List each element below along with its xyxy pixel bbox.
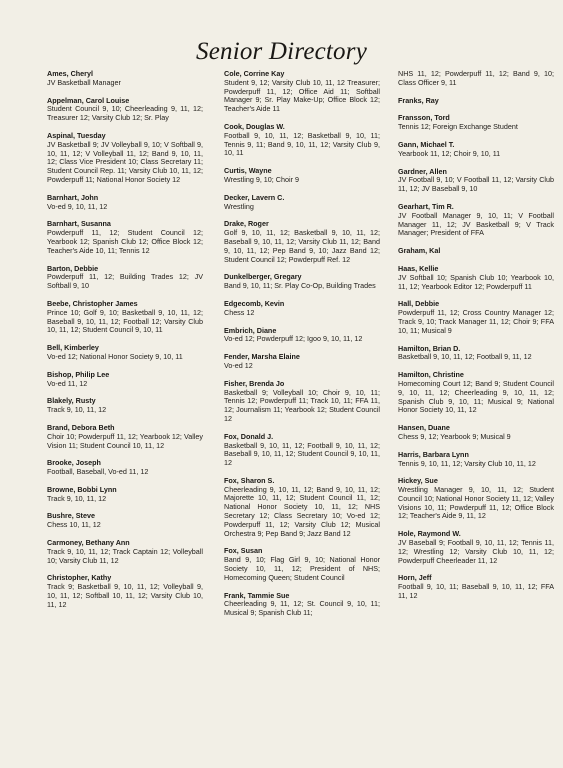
student-activities: Track 9; Basketball 9, 10, 11, 12; Volleyball 9, 10, 11, 12; Softball 10, 11, 12; Varsity Club 10, 11, 12: [47, 582, 203, 609]
student-name: Frank, Tammie Sue: [224, 590, 290, 600]
student-activities: Cheerleading 9, 11, 12; St. Council 9, 10, 11; Musical 9; Spanish Club 11;: [224, 599, 380, 618]
student-activities: Chess 12: [224, 307, 255, 317]
student-name: Fisher, Brenda Jo: [224, 378, 285, 388]
student-activities: Student Council 9, 10; Cheerleading 9, 11, 12; Treasurer 12; Varsity Club 12; Sr. Play: [47, 104, 203, 123]
student-name: Beebe, Christopher James: [47, 298, 138, 308]
student-name: Cook, Douglas W.: [224, 121, 285, 131]
student-name: Hall, Debbie: [398, 299, 440, 309]
student-name: Haas, Kellie: [398, 263, 439, 273]
student-activities: Vo-ed 9, 10, 11, 12: [47, 201, 108, 211]
student-name: Cole, Corrine Kay: [224, 69, 285, 78]
student-activities: Track 9, 10, 11, 12; Track Captain 12; Volleyball 10; Varsity Club 11, 12: [47, 546, 203, 565]
student-name: Gearhart, Tim R.: [398, 201, 454, 211]
student-name: Aspinal, Tuesday: [47, 130, 106, 140]
directory-entry: [224, 327, 380, 345]
student-activities: Golf 9, 10, 11, 12; Basketball 9, 10, 11, 12; Baseball 9, 10, 11, 12; Varsity Club 11, 12; Band 9, 10, 11, 12; Pep Band 9, 10; Jazz Band 12; Student Council 12; Powderpuff Ref. 12: [224, 228, 380, 264]
student-name: Graham, Kal: [398, 246, 441, 256]
directory-entry: [224, 433, 380, 468]
directory-entry: [47, 70, 203, 88]
directory-entry: [47, 371, 203, 389]
student-name: Fender, Marsha Elaine: [224, 352, 300, 362]
student-activities: JV Football 9, 10; V Football 11, 12; Varsity Club 11, 12; JV Baseball 9, 10: [398, 175, 554, 194]
directory-entry: [47, 132, 203, 185]
student-activities: Tennis 12; Foreign Exchange Student: [398, 122, 518, 132]
student-activities: Basketball 9; Volleyball 10; Choir 9, 10, 11; Tennis 12; Powderpuff 11; Track 10, 11; FFA 11, 12; Journalism 11; Yearbook 12; Student Council 12: [224, 387, 380, 423]
directory-entry: [398, 424, 554, 442]
student-name: Decker, Lavern C.: [224, 192, 285, 202]
student-name: Brooke, Joseph: [47, 458, 101, 468]
student-activities: Track 9, 10, 11, 12: [47, 405, 107, 415]
directory-entry: [224, 70, 380, 114]
student-name: Ames, Cheryl: [47, 69, 93, 78]
student-activities: Tennis 9, 10, 11, 12; Varsity Club 10, 11, 12: [398, 458, 536, 468]
student-name: Christopher, Kathy: [47, 573, 112, 583]
directory-entry: [224, 273, 380, 291]
directory-entry: [47, 220, 203, 255]
directory-entry: [398, 477, 554, 521]
student-name: Franks, Ray: [398, 95, 439, 105]
directory-entry: [224, 300, 380, 318]
student-activities: Student 9, 12; Varsity Club 10, 11, 12 Treasurer; Powderpuff 11, 12; Office Aid 11; Softball Manager 9; Sr. Play Make-Up; Office Block 12; Teacher's Aide 11: [224, 77, 380, 114]
page-title: Senior Directory: [196, 38, 367, 65]
student-name: Fox, Susan: [224, 546, 263, 556]
student-name: Embrich, Diane: [224, 325, 277, 335]
directory-entry: [224, 477, 380, 539]
student-activities: Chess 9, 12; Yearbook 9; Musical 9: [398, 431, 511, 441]
directory-column-2: [224, 70, 380, 627]
directory-entry: [398, 371, 554, 415]
directory-entry: [398, 530, 554, 565]
directory-entry: [398, 114, 554, 132]
student-activities: JV Basketball Manager: [47, 77, 121, 87]
directory-entry: [398, 265, 554, 291]
student-name: Hamilton, Brian D.: [398, 343, 461, 353]
directory-entry: [224, 194, 380, 212]
student-name: Hamilton, Christine: [398, 370, 464, 380]
student-activities: Football 9, 10, 11; Baseball 9, 10, 11, 12; FFA 11, 12: [398, 582, 554, 601]
directory-entry: [47, 459, 203, 477]
directory-entry: [224, 592, 380, 618]
student-name: Carmoney, Bethany Ann: [47, 538, 130, 548]
student-activities: Football 9, 10, 11, 12; Basketball 9, 10, 11; Tennis 9, 11; Band 9, 10, 11, 12; Varsity Club 9, 10, 11: [224, 130, 380, 158]
student-name: Bushre, Steve: [47, 511, 95, 521]
student-activities: Powderpuff 11, 12; Building Trades 12; JV Softball 9, 10: [47, 272, 203, 291]
student-activities: Vo-ed 12; National Honor Society 9, 10, 11: [47, 351, 183, 361]
directory-entry: [398, 141, 554, 159]
student-name: Edgecomb, Kevin: [224, 298, 285, 308]
student-activities: Prince 10; Golf 9, 10; Basketball 9, 10, 11, 12; Baseball 9, 10, 11, 12; Football 12; Varsity Club 10, 11, 12; Student Council 9, 10, 11: [47, 307, 203, 335]
student-activities: Choir 10; Powderpuff 11, 12; Yearbook 12; Valley Vision 11; Student Council 10, 11, 12: [47, 431, 203, 450]
directory-entry: [398, 451, 554, 469]
student-activities: JV Baseball 9; Football 9, 10, 11, 12; Tennis 11, 12; Wrestling 12; Varsity Club 10, 11, 12; Powderpuff Cheerleader 11, 12: [398, 538, 554, 565]
directory-entry: [224, 220, 380, 264]
student-name: Gardner, Allen: [398, 166, 447, 176]
student-name: Blakely, Rusty: [47, 396, 96, 406]
student-name: Bell, Kimberley: [47, 343, 99, 353]
student-name: Fox, Donald J.: [224, 431, 274, 441]
directory-entry: [47, 574, 203, 609]
student-activities: JV Basketball 9; JV Volleyball 9, 10; V Softball 9, 10, 11, 12; V Volleyball 11, 12; Band 9, 10, 11, 12; Class Vice President 10; Class Secretary 11; Student Council Rep. 11; Varsity Club 10, 11, 12; Powderpuff 11; National Honor Society 12: [47, 139, 203, 184]
student-name: Hole, Raymond W.: [398, 529, 461, 539]
student-activities: Yearbook 11, 12; Choir 9, 10, 11: [398, 148, 501, 158]
student-activities: JV Football Manager 9, 10, 11; V Football Manager 11, 12; JV Basketball 9; V Track Manager; President of FFA: [398, 210, 554, 238]
student-name: Bishop, Philip Lee: [47, 369, 110, 379]
directory-entry: [398, 168, 554, 194]
student-activities: Basketball 9, 10, 11, 12; Football 9, 10, 11, 12; Baseball 9, 10, 11, 12; Student Council 9, 10, 11, 12: [224, 440, 380, 468]
student-name: Browne, Bobbi Lynn: [47, 484, 117, 494]
directory-column-3: [398, 70, 554, 610]
student-activities: Chess 10, 11, 12: [47, 520, 101, 530]
student-name: Barnhart, John: [47, 192, 99, 202]
directory-entry: [224, 353, 380, 371]
student-activities: Wrestling: [224, 201, 254, 211]
directory-entry: [47, 486, 203, 504]
directory-entry: [224, 167, 380, 185]
student-name: Fox, Sharon S.: [224, 475, 275, 485]
student-name: Curtis, Wayne: [224, 166, 272, 176]
student-activities: Football, Baseball, Vo-ed 11, 12: [47, 467, 149, 477]
student-name: Brand, Debora Beth: [47, 422, 115, 432]
student-name: Dunkelberger, Gregary: [224, 272, 302, 282]
student-activities: JV Softball 10; Spanish Club 10; Yearbook 10, 11, 12; Yearbook Editor 12; Powderpuff 11: [398, 272, 554, 291]
student-activities: Powderpuff 11, 12; Student Council 12; Yearbook 12; Spanish Club 12; Office Block 12; Teacher's Aide 10, 11; Tennis 12: [47, 228, 203, 255]
directory-entry: [398, 70, 554, 88]
directory-entry: [398, 345, 554, 363]
student-name: Barnhart, Susanna: [47, 219, 111, 229]
student-activities: Band 9, 10, 11; Sr. Play Co-Op, Building Trades: [224, 281, 376, 291]
student-name: Harris, Barbara Lynn: [398, 449, 469, 459]
student-activities: Vo-ed 12; Powderpuff 12; Igoo 9, 10, 11, 12: [224, 334, 363, 344]
directory-entry: [398, 574, 554, 600]
student-activities: Band 9, 10; Flag Girl 9, 10; National Honor Society 10, 11, 12; President of NHS; Homecoming Queen; Student Council: [224, 555, 380, 582]
directory-entry: [398, 247, 554, 256]
student-activities: Vo-ed 12: [224, 360, 253, 370]
directory-column-1: [47, 70, 203, 619]
directory-entry: [47, 424, 203, 450]
student-activities: Vo-ed 11, 12: [47, 378, 88, 388]
student-activities: Homecoming Court 12; Band 9; Student Council 9, 10, 11, 12; Cheerleading 9, 10, 11, 12; Spanish Club 9, 10, 11; Musical 9; National Honor Society 10, 11, 12: [398, 378, 554, 415]
directory-entry: [47, 344, 203, 362]
directory-entry: [224, 123, 380, 158]
student-activities: Wrestling Manager 9, 10, 11, 12; Student Council 10; National Honor Society 11, 12; Valley Visions 10, 11; Powderpuff 11, 12; Office Block 12; Teacher's Aide 9, 11, 12: [398, 485, 554, 521]
student-name: Gann, Michael T.: [398, 139, 455, 149]
directory-entry: [47, 194, 203, 212]
student-name: Appelman, Carol Louise: [47, 95, 130, 105]
student-name: Drake, Roger: [224, 219, 269, 229]
student-name: Horn, Jeff: [398, 573, 432, 583]
student-activities: NHS 11, 12; Powderpuff 11, 12; Band 9, 10; Class Officer 9, 11: [398, 69, 554, 87]
student-activities: Basketball 9, 10, 11, 12; Football 9, 11, 12: [398, 352, 532, 362]
directory-entry: [47, 97, 203, 123]
directory-entry: [47, 512, 203, 530]
directory-entry: [398, 203, 554, 238]
student-name: Hickey, Sue: [398, 476, 438, 486]
student-activities: Powderpuff 11, 12; Cross Country Manager 12; Track 9, 10; Track Manager 11, 12; Choir 9; FFA 10, 11; Musical 9: [398, 308, 554, 335]
directory-entry: [47, 300, 203, 335]
student-name: Barton, Debbie: [47, 263, 99, 273]
directory-entry: [224, 380, 380, 424]
student-name: Hansen, Duane: [398, 423, 450, 433]
student-activities: Track 9, 10, 11, 12: [47, 493, 107, 503]
directory-entry: [398, 97, 554, 106]
student-name: Fransson, Tord: [398, 113, 450, 123]
directory-entry: [224, 547, 380, 582]
student-activities: Wrestling 9, 10; Choir 9: [224, 174, 299, 184]
directory-entry: [398, 300, 554, 335]
directory-entry: [47, 265, 203, 291]
student-activities: Cheerleading 9, 10, 11, 12; Band 9, 10, 11, 12; Majorette 10, 11, 12; Student Council 11, 12; National Honor Society 10, 11, 12; NHS Secretary 12; Class Secretary 10; Vo-ed 12; Powderpuff 11, 12; Varsity Club 12; Musical Orchestra 9; Pep Band 9; Jazz Band 12: [224, 484, 380, 538]
directory-entry: [47, 397, 203, 415]
directory-entry: [47, 539, 203, 565]
